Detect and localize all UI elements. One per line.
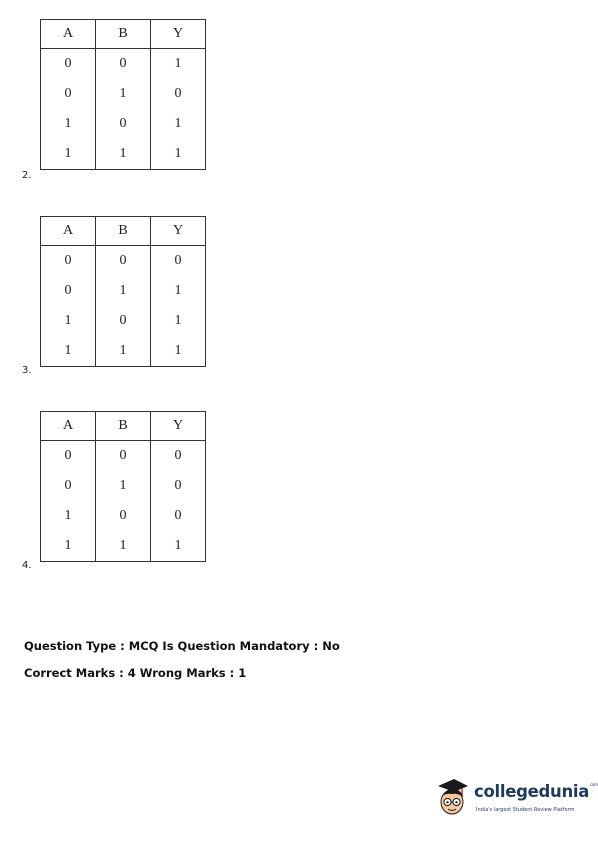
student-mascot-icon <box>434 776 472 820</box>
cell-a: 1 <box>41 306 96 336</box>
cell-b: 1 <box>96 336 151 367</box>
cell-b: 0 <box>96 109 151 139</box>
cell-a: 1 <box>41 336 96 367</box>
cell-a: 0 <box>41 441 96 472</box>
cell-b: 0 <box>96 501 151 531</box>
logo-tagline: India's largest Student Review Platform <box>476 807 575 813</box>
table-row <box>41 306 206 336</box>
cell-b: 0 <box>96 306 151 336</box>
cell-y: 1 <box>151 531 206 562</box>
cell-y: 0 <box>151 441 206 472</box>
truth-table-option-2 <box>40 19 206 170</box>
cell-b: 1 <box>96 471 151 501</box>
cell-a: 1 <box>41 501 96 531</box>
cell-y: 1 <box>151 109 206 139</box>
table-row <box>41 246 206 277</box>
table-header-row <box>41 20 206 49</box>
cell-b: 0 <box>96 246 151 277</box>
option-number: 4. <box>22 560 32 571</box>
cell-b: 1 <box>96 531 151 562</box>
header-b: B <box>96 412 151 441</box>
cell-y: 1 <box>151 306 206 336</box>
table-row <box>41 276 206 306</box>
cell-y: 1 <box>151 276 206 306</box>
cell-a: 0 <box>41 79 96 109</box>
cell-a: 0 <box>41 276 96 306</box>
truth-table-option-4 <box>40 411 206 562</box>
cell-b: 1 <box>96 276 151 306</box>
table-row <box>41 501 206 531</box>
header-y: Y <box>151 20 206 49</box>
table-header-row <box>41 217 206 246</box>
header-y: Y <box>151 217 206 246</box>
cell-y: 1 <box>151 139 206 170</box>
truth-table-option-3 <box>40 216 206 367</box>
cell-y: 1 <box>151 336 206 367</box>
cell-y: 0 <box>151 471 206 501</box>
header-b: B <box>96 20 151 49</box>
cell-y: 0 <box>151 79 206 109</box>
cell-y: 1 <box>151 49 206 80</box>
header-y: Y <box>151 412 206 441</box>
cell-b: 0 <box>96 441 151 472</box>
cell-a: 1 <box>41 139 96 170</box>
marks-line: Correct Marks : 4 Wrong Marks : 1 <box>24 666 247 680</box>
table-row <box>41 49 206 80</box>
table-row <box>41 471 206 501</box>
header-b: B <box>96 217 151 246</box>
table-row <box>41 531 206 562</box>
cell-a: 1 <box>41 531 96 562</box>
table-row <box>41 336 206 367</box>
cell-b: 1 <box>96 139 151 170</box>
table-row <box>41 441 206 472</box>
cell-a: 0 <box>41 471 96 501</box>
cell-y: 0 <box>151 501 206 531</box>
header-a: A <box>41 20 96 49</box>
header-a: A <box>41 217 96 246</box>
table-row <box>41 109 206 139</box>
cell-a: 1 <box>41 109 96 139</box>
cell-b: 1 <box>96 79 151 109</box>
cell-y: 0 <box>151 246 206 277</box>
cell-a: 0 <box>41 49 96 80</box>
logo-name: collegedunia <box>474 782 590 801</box>
cell-b: 0 <box>96 49 151 80</box>
header-a: A <box>41 412 96 441</box>
option-number: 3. <box>22 365 32 376</box>
table-row <box>41 139 206 170</box>
table-row <box>41 79 206 109</box>
cell-a: 0 <box>41 246 96 277</box>
logo-superscript: .com <box>589 782 598 787</box>
question-type-line: Question Type : MCQ Is Question Mandatory : No <box>24 639 340 653</box>
option-number: 2. <box>22 170 32 181</box>
collegedunia-logo <box>434 776 598 821</box>
logo-wordmark <box>474 782 598 801</box>
table-header-row <box>41 412 206 441</box>
